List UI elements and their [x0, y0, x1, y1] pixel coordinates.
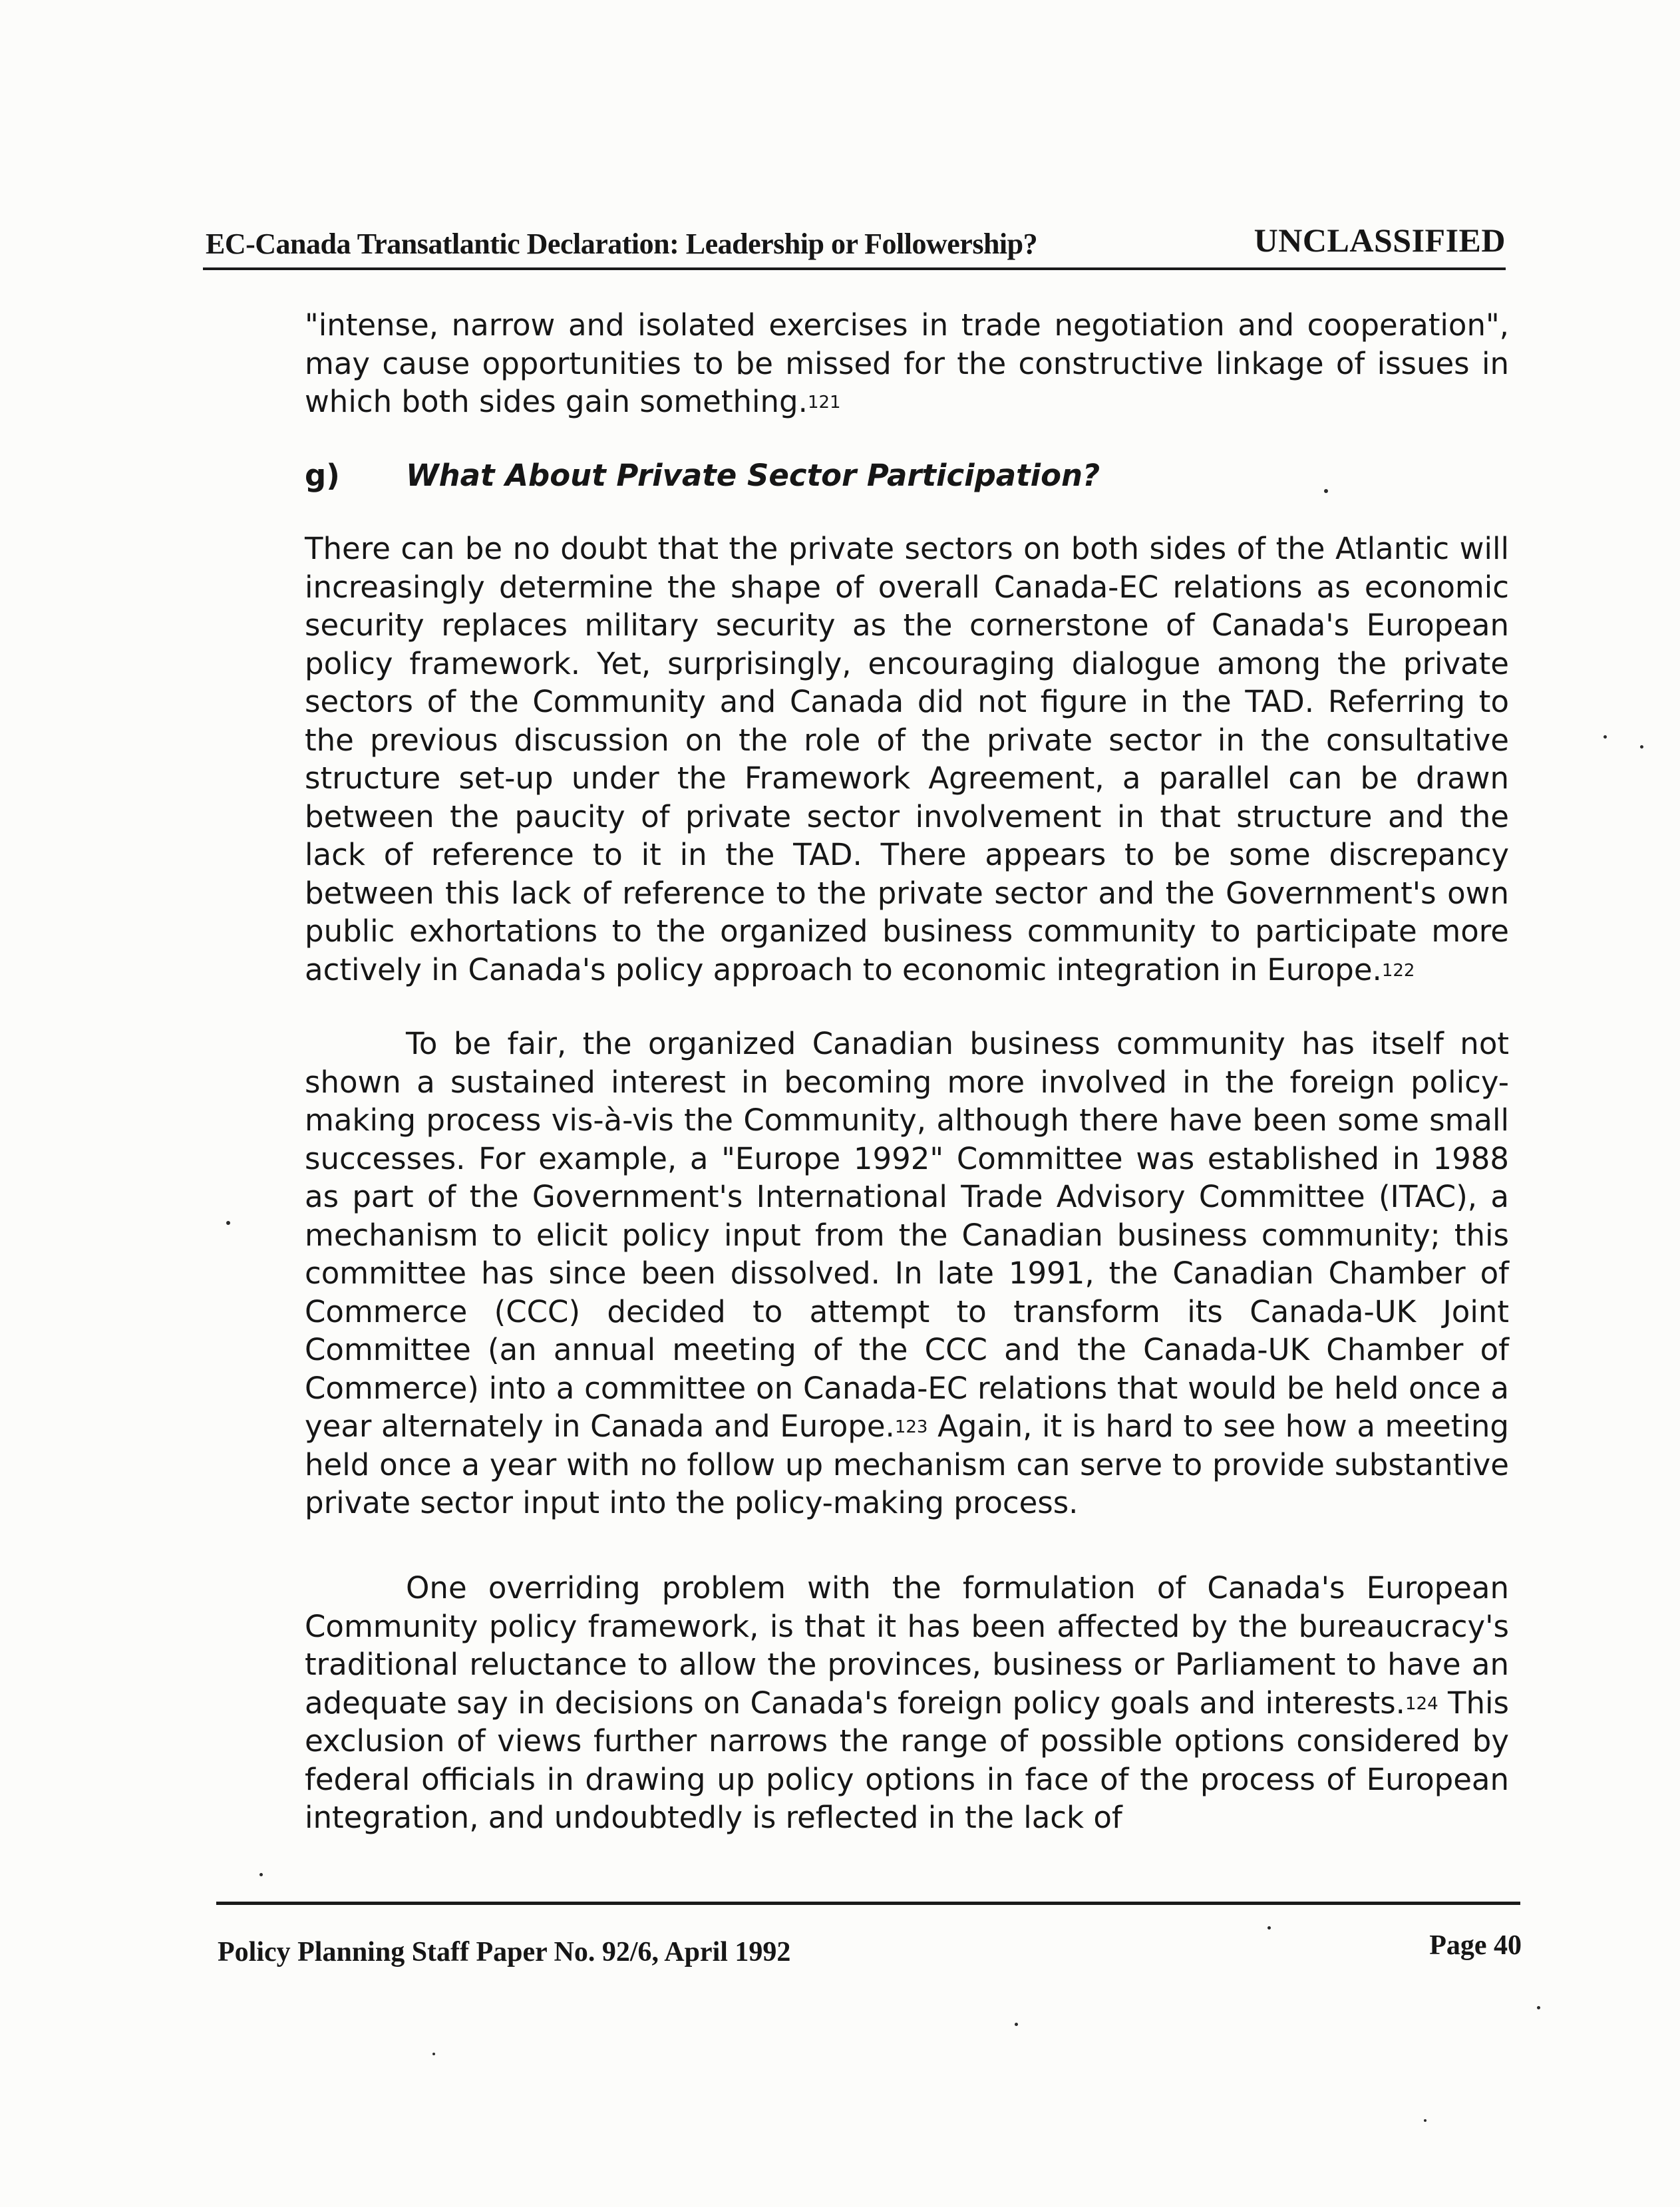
paragraph-text: To be fair, the organized Canadian business community has itself not shown a sustained interest in becoming more involved in the foreign policy-making process vis-à-vis the Community, although there have been some small successes. For example, a "Europe 1992" Committee was established in 1988 as part of the Government's International Trade Advisory Committee (ITAC), a mechanism to elicit policy input from the Canadian business community; this committee has since been dissolved. In late 1991, the Canadian Chamber of Commerce (CCC) decided to attempt to transform its Canada-UK Joint Committee (an annual meeting of the CCC and the Canada-UK Chamber of Commerce) into a committee on Canada-EC relations that would be held once a year alternately in Canada and Europe.	[305, 1026, 1509, 1444]
section-heading	[305, 456, 1436, 494]
scan-speck	[1015, 2023, 1018, 2026]
scan-speck	[1640, 745, 1643, 749]
paragraph-text: There can be no doubt that the private sectors on both sides of the Atlantic will increasingly determine the shape of overall Canada-EC relations as economic security replaces military security as the cornerstone of Canada's European policy framework. Yet, surprisingly, encouraging dialogue among the private sectors of the Community and Canada did not figure in the TAD. Referring to the previous discussion on the role of the private sector in the consultative structure set-up under the Framework Agreement, a parallel can be drawn between the paucity of private sector involvement in that structure and the lack of reference to it in the TAD. There appears to be some discrepancy between this lack of reference to the private sector and the Government's own public exhortations to the organized business community to participate more actively in Canada's policy approach to economic integration in Europe.	[305, 531, 1509, 987]
scan-speck	[226, 1221, 230, 1225]
scan-speck	[1537, 2006, 1540, 2009]
scan-speck	[1324, 489, 1328, 493]
paragraph-private-sector	[305, 530, 1509, 989]
scan-speck	[1267, 1926, 1271, 1930]
scan-speck	[1424, 2119, 1427, 2122]
paragraph-text: One overriding problem with the formulation of Canada's European Community policy framework, is that it has been affected by the bureaucracy's traditional reluctance to allow the provinces, business or Parliament to have an adequate say in decisions on Canada's foreign policy goals and interests.	[305, 1570, 1509, 1721]
paragraph-overriding-problem	[305, 1569, 1509, 1837]
scan-speck	[432, 2053, 435, 2055]
paragraph-continuation	[305, 306, 1509, 421]
paragraph-business-community	[305, 1025, 1509, 1522]
page-footer	[218, 1930, 1522, 1976]
scan-speck	[259, 1873, 263, 1876]
paragraph-text: "intense, narrow and isolated exercises in trade negotiation and cooperation", may cause opportunities to be missed for the constructive linkage of issues in which both sides gain something.	[305, 307, 1509, 419]
page-number: Page 40	[1429, 1930, 1522, 1961]
footnote-ref: 122	[1381, 960, 1415, 981]
footnote-ref: 121	[807, 393, 841, 413]
classification-label: UNCLASSIFIED	[1254, 222, 1506, 259]
header-rule	[203, 267, 1506, 270]
paragraph-text-cont: This exclusion of views further narrows the range of possible options considered by federal officials in drawing up policy options in face of the process of European integration, and undoubtedly is reflected in the lack of	[305, 1685, 1509, 1835]
page-header	[203, 224, 1506, 265]
scan-speck	[1603, 735, 1607, 739]
footer-rule	[216, 1902, 1520, 1905]
section-title: What About Private Sector Participation?	[406, 458, 1100, 493]
footnote-ref: 124	[1405, 1693, 1438, 1714]
footer-citation: Policy Planning Staff Paper No. 92/6, April 1992	[218, 1937, 791, 1967]
footnote-ref: 123	[894, 1417, 928, 1437]
section-label: g)	[305, 458, 340, 493]
paragraph-text-cont: Again, it is hard to see how a meeting held once a year with no follow up mechanism can serve to provide substantive private sector input into the policy-making process.	[305, 1409, 1509, 1520]
header-title: EC-Canada Transatlantic Declaration: Leadership or Followership?	[206, 228, 1038, 260]
